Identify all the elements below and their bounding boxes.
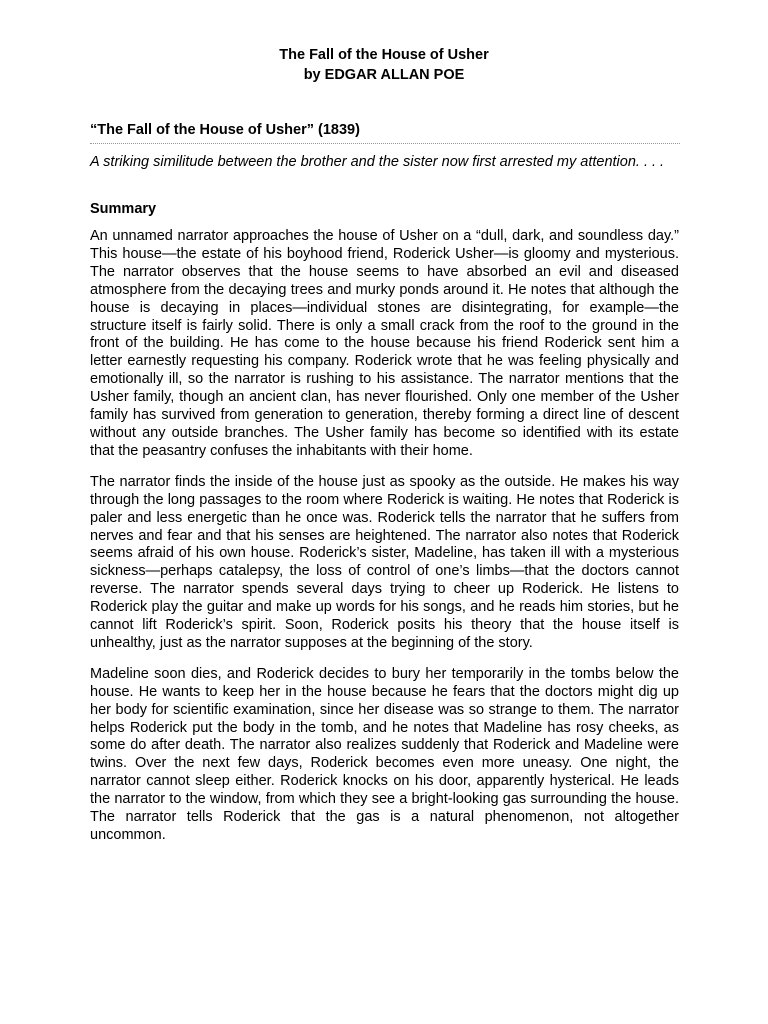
dotted-divider (90, 143, 680, 144)
epigraph-quote: A striking similitude between the brother and the sister now first arrested my attention. . . . (90, 154, 665, 170)
paragraph: An unnamed narrator approaches the house of Usher on a “dull, dark, and soundless day.” This house—the estate of his boyhood friend, Roderick Usher—is gloomy and mysterious. The narrator observes that the house seems to have absorbed an evil and diseased atmosphere from the decaying trees and murky ponds around it. He notes that although the house is decaying in places—individual stones are disintegrating, for example—the structure itself is fairly solid. There is only a small crack from the roof to the ground in the front of the building. He has come to the house because his friend Roderick sent him a letter earnestly requesting his company. Roderick wrote that he was feeling physically and emotionally ill, so the narrator is rushing to his assistance. The narrator mentions that the Usher family, though an ancient clan, has never flourished. Only one member of the Usher family has survived from generation to generation, thereby forming a direct line of descent without any outside branches. The Usher family has become so identified with its estate that the peasantry confuses the inhabitants with their home. (90, 228, 679, 459)
paragraph: Madeline soon dies, and Roderick decides to bury her temporarily in the tombs below the house. He wants to keep her in the house because he fears that the doctors might dig up her body for scientific examination, since her disease was so strange to them. The narrator helps Roderick put the body in the tomb, and he notes that Madeline has rosy cheeks, as some do after death. The narrator also realizes suddenly that Roderick and Madeline were twins. Over the next few days, Roderick becomes even more uneasy. One night, the narrator cannot sleep either. Roderick knocks on his door, apparently hysterical. He leads the narrator to the window, from which they see a bright-looking gas surrounding the house. The narrator tells Roderick that the gas is a natural phenomenon, not altogether uncommon. (90, 665, 679, 843)
summary-heading: Summary (90, 201, 157, 217)
author-byline: by EDGAR ALLAN POE (303, 67, 465, 83)
summary-body (90, 228, 679, 858)
paragraph: The narrator finds the inside of the house just as spooky as the outside. He makes his way through the long passages to the room where Roderick is waiting. He notes that Roderick is paler and less energetic than he once was. Roderick tells the narrator that he suffers from nerves and fear and that his senses are heightened. The narrator also notes that Roderick seems afraid of his own house. Roderick’s sister, Madeline, has taken ill with a mysterious sickness—perhaps catalepsy, the loss of control of one’s limbs—that the doctors cannot reverse. The narrator spends several days trying to cheer up Roderick. He listens to Roderick play the guitar and make up words for his songs, and he reads him stories, but he cannot lift Roderick’s spirit. Soon, Roderick posits his theory that the house itself is unhealthy, just as the narrator supposes at the beginning of the story. (90, 473, 679, 651)
title-block (0, 45, 768, 85)
section-heading: “The Fall of the House of Usher” (1839) (90, 122, 360, 138)
document-title: The Fall of the House of Usher (279, 47, 489, 63)
